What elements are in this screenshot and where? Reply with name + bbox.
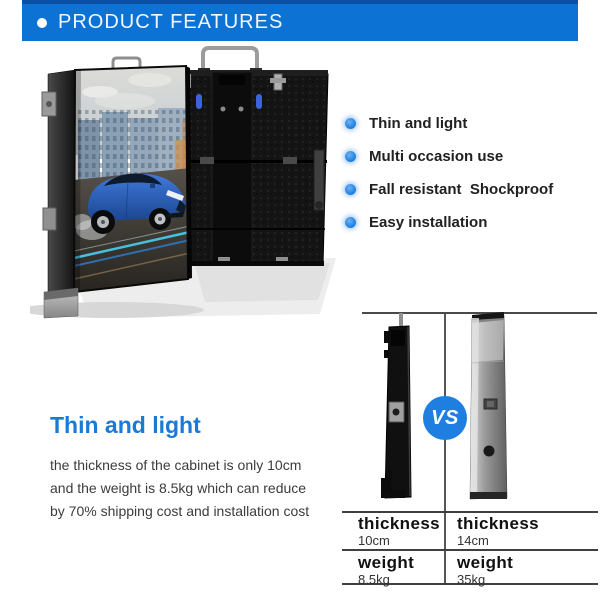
thickness-label: thickness bbox=[457, 514, 540, 533]
thin-panel-side-view bbox=[381, 313, 411, 498]
feature-item bbox=[345, 113, 553, 133]
vs-badge bbox=[423, 396, 467, 440]
spec-column-thick-panel bbox=[445, 513, 598, 587]
product-photo bbox=[30, 42, 340, 320]
vs-label: VS bbox=[431, 406, 459, 429]
weight-label: weight bbox=[358, 553, 415, 572]
feature-item bbox=[345, 146, 553, 166]
comparison-graphic bbox=[340, 295, 600, 513]
cabinet-handle bbox=[203, 48, 257, 72]
highlight-line: and the weight is 8.5kg which can reduce bbox=[50, 480, 307, 496]
led-cabinet-back bbox=[184, 48, 328, 266]
table-divider bbox=[342, 549, 598, 551]
spec-column-thin-panel bbox=[342, 513, 445, 587]
feature-label: Thin and light bbox=[369, 114, 468, 132]
weight-label: weight bbox=[457, 553, 514, 572]
bullet-icon bbox=[37, 18, 47, 28]
bullet-icon bbox=[345, 217, 356, 228]
feature-list bbox=[345, 113, 553, 245]
bullet-icon bbox=[345, 118, 356, 129]
weight-value: 35kg bbox=[457, 572, 486, 587]
comparison-table bbox=[342, 511, 598, 585]
led-screen-image bbox=[70, 60, 195, 294]
highlight-line: the thickness of the cabinet is only 10cm bbox=[50, 457, 302, 473]
bullet-icon bbox=[345, 151, 356, 162]
comparison-topline bbox=[362, 312, 597, 314]
feature-label: Fall resistant Shockproof bbox=[369, 180, 554, 198]
thickness-value: 14cm bbox=[457, 533, 489, 548]
led-cabinet-front bbox=[42, 58, 195, 318]
highlight-line: by 70% shipping cost and installation cost bbox=[50, 503, 310, 519]
thick-panel-side-view bbox=[470, 312, 507, 499]
feature-label: Multi occasion use bbox=[369, 147, 504, 165]
bullet-icon bbox=[345, 184, 356, 195]
section-header bbox=[22, 0, 578, 41]
feature-label: Easy installation bbox=[369, 213, 488, 231]
feature-item bbox=[345, 179, 553, 199]
feature-item bbox=[345, 212, 553, 232]
thickness-value: 10cm bbox=[358, 533, 390, 548]
highlight-title: Thin and light bbox=[50, 412, 201, 438]
page-title: PRODUCT FEATURES bbox=[58, 11, 284, 33]
thickness-label: thickness bbox=[358, 514, 441, 533]
weight-value: 8.5kg bbox=[358, 572, 390, 587]
highlight-paragraph bbox=[50, 454, 309, 523]
